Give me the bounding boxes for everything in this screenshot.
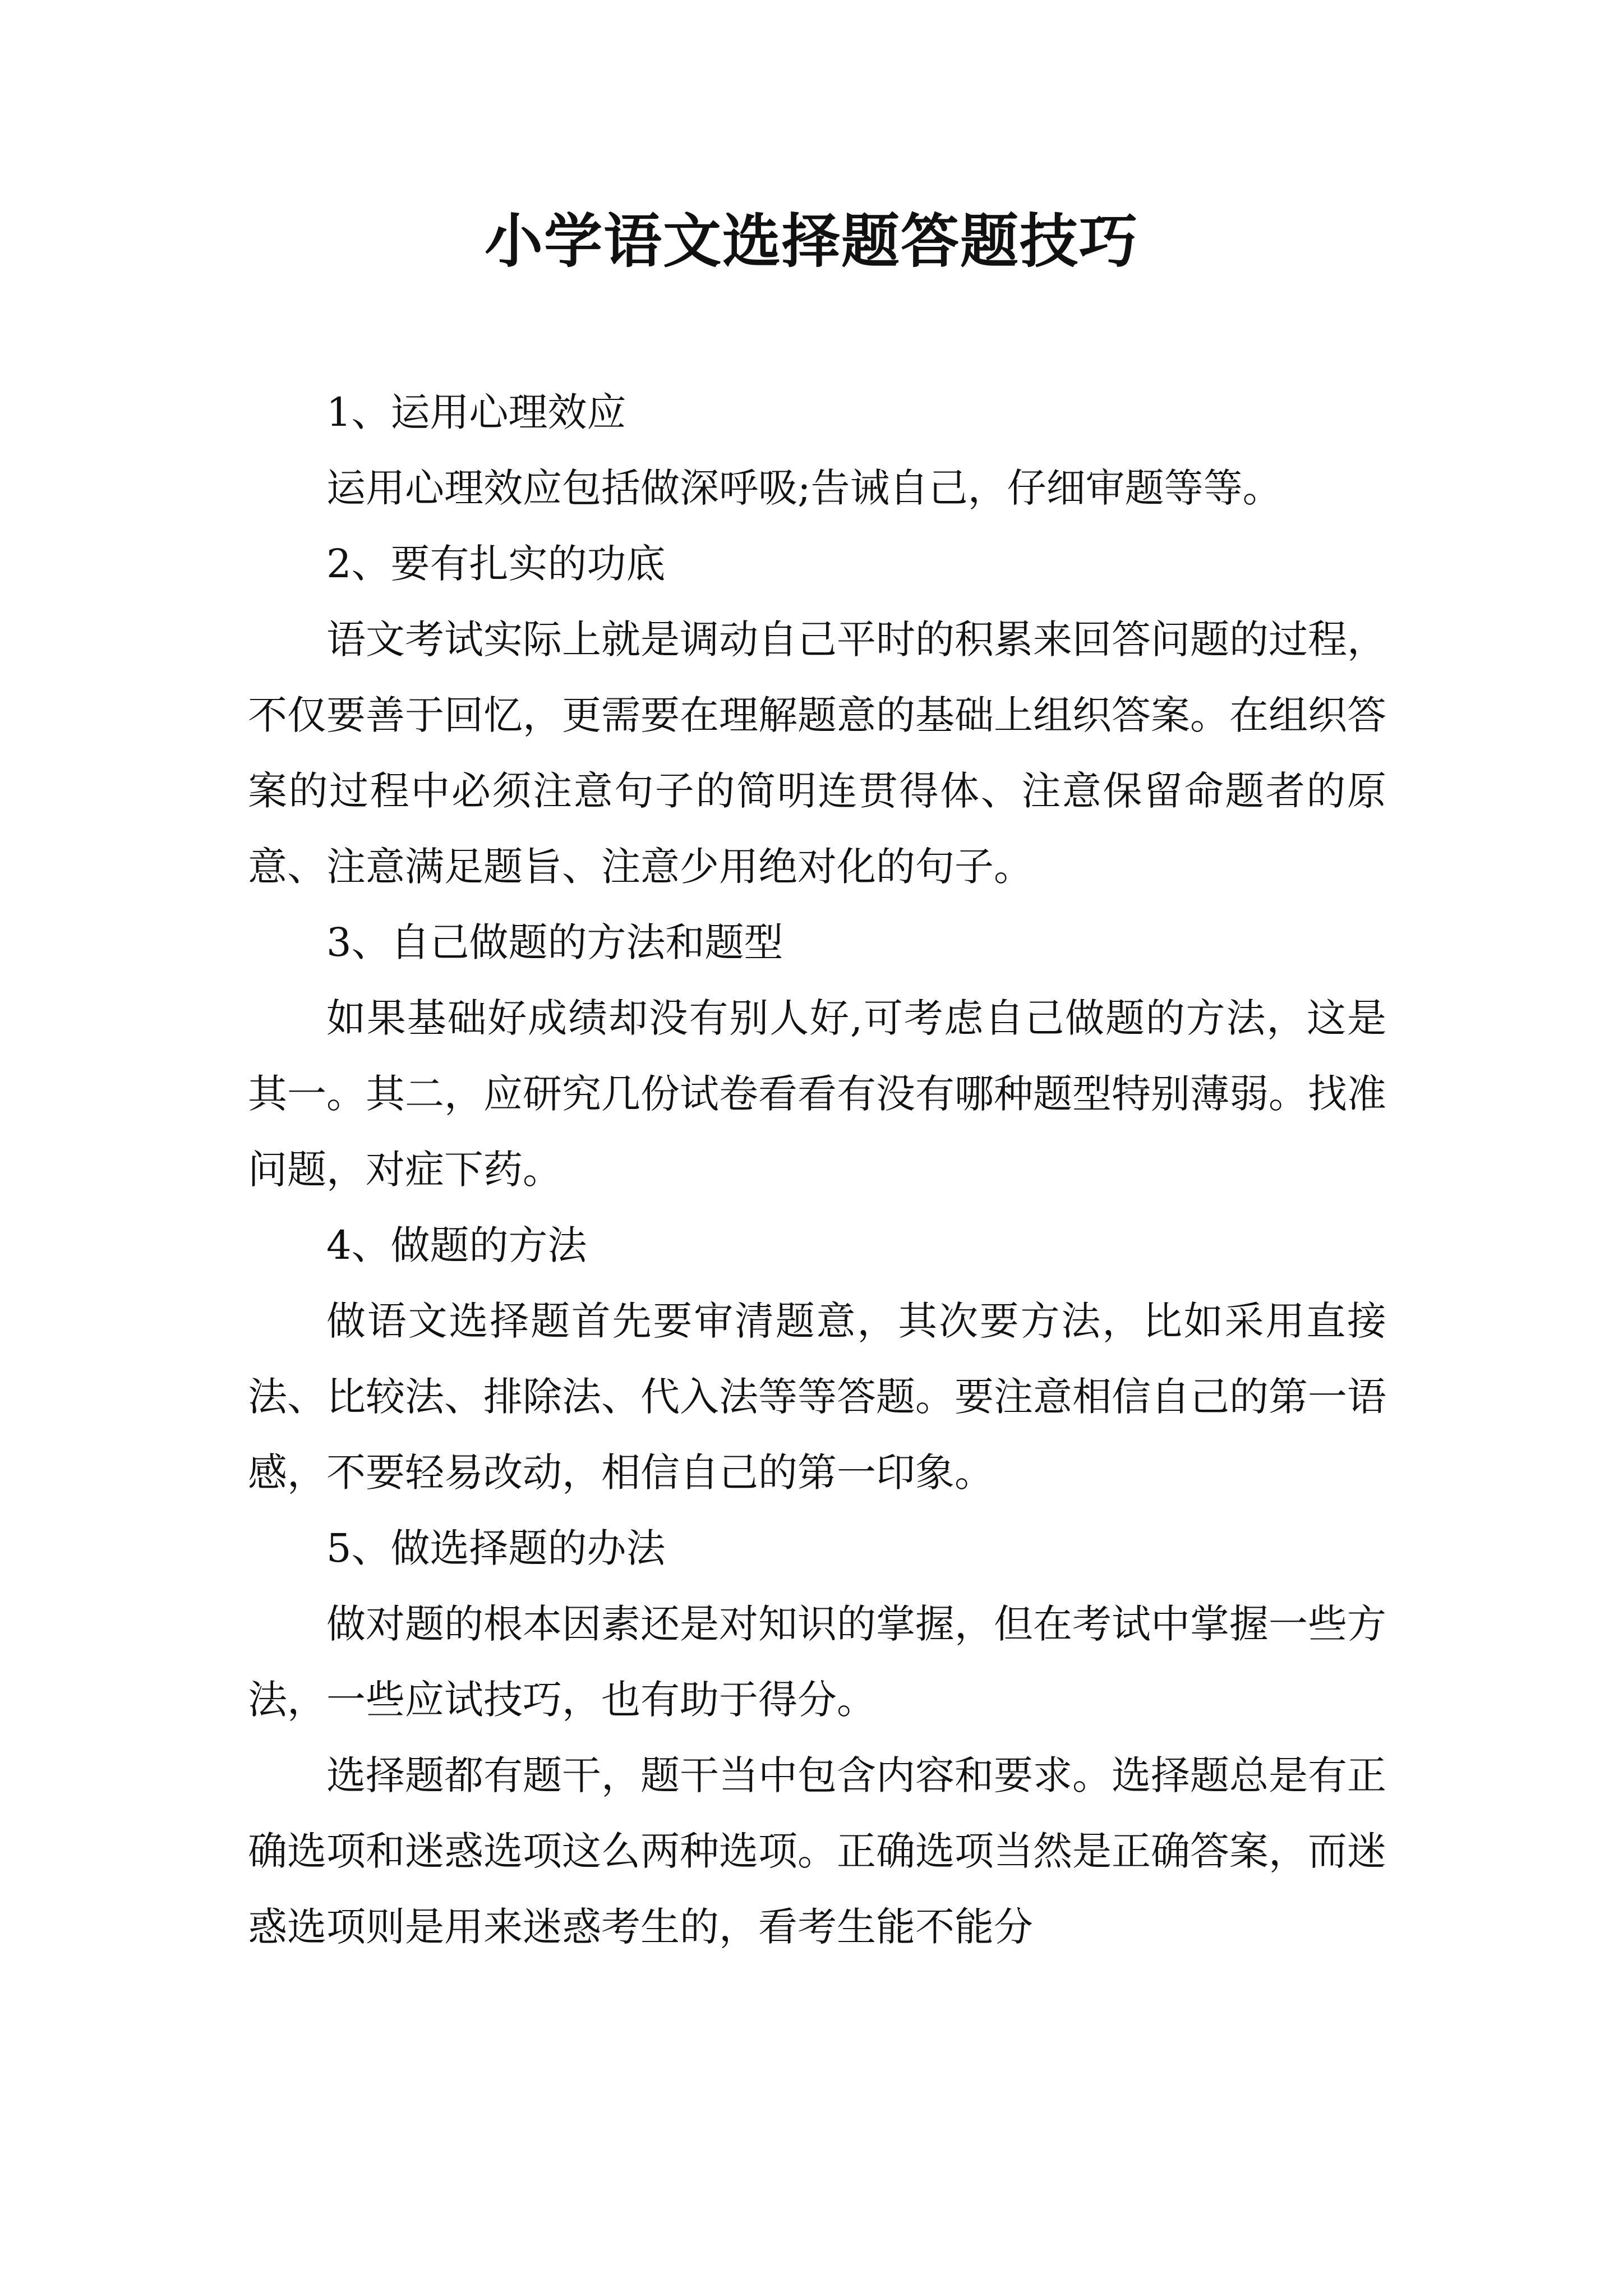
document-title: 小学语文选择题答题技巧 [484, 206, 1138, 275]
heading-2: 2、要有扎实的功底 [326, 541, 666, 587]
document-body [248, 375, 1386, 1965]
paragraph: 做对题的根本因素还是对知识的掌握，但在考试中掌握一些方法，一些应试技巧，也有助于得分。 [248, 1601, 1386, 1723]
heading-1: 1、运用心理效应 [326, 389, 626, 435]
paragraph: 语文考试实际上就是调动自己平时的积累来回答问题的过程，不仅要善于回忆，更需要在理解题意的基础上组织答案。在组织答案的过程中必须注意句子的简明连贯得体、注意保留命题者的原意、注意满足题旨、注意少用绝对化的句子。 [248, 616, 1386, 890]
paragraph: 运用心理效应包括做深呼吸;告诫自己，仔细审题等等。 [326, 465, 1282, 511]
paragraph: 如果基础好成绩却没有别人好,可考虑自己做题的方法，这是其一。其二，应研究几份试卷看看有没有哪种题型特别薄弱。找准问题，对症下药。 [248, 995, 1386, 1193]
heading-5: 5、做选择题的办法 [326, 1525, 666, 1571]
paragraph: 选择题都有题干，题干当中包含内容和要求。选择题总是有正确选项和迷惑选项这么两种选项。正确选项当然是正确答案，而迷惑选项则是用来迷惑考生的，看考生能不能分 [248, 1752, 1386, 1950]
heading-4: 4、做题的方法 [326, 1222, 587, 1268]
heading-3: 3、自己做题的方法和题型 [326, 919, 783, 965]
paragraph: 做语文选择题首先要审清题意，其次要方法，比如采用直接法、比较法、排除法、代入法等等答题。要注意相信自己的第一语感，不要轻易改动，相信自己的第一印象。 [248, 1298, 1386, 1496]
